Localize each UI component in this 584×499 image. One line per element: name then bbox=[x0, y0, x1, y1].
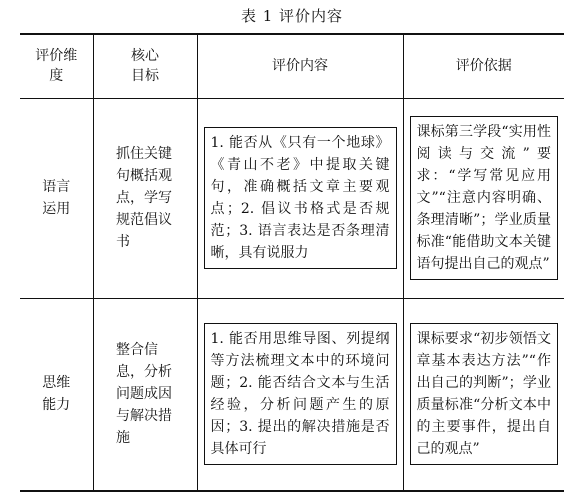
table-caption: 表 1 评价内容 bbox=[240, 7, 344, 25]
row2-dimension: 思维能力 bbox=[20, 298, 93, 491]
row2-goal: 整合信息，分析问题成因与解决措施 bbox=[93, 298, 197, 491]
row2-basis: 课标要求“初步领悟文章基本表达方法”“作出自己的判断”；学业质量标准“分析文本中的主要事件，提出自己的观点” bbox=[403, 298, 564, 491]
header-content: 评价内容 bbox=[197, 34, 403, 98]
row1-basis: 课标第三学段“实用性阅读与交流”要求：“学写常见应用文”“注意内容明确、条理清晰”；学业质量标准“能借助文本关键语句提出自己的观点” bbox=[403, 98, 564, 298]
header-row bbox=[20, 34, 564, 98]
header-basis: 评价依据 bbox=[403, 34, 564, 98]
header-goal: 核心目标 bbox=[93, 34, 197, 98]
evaluation-table bbox=[20, 33, 564, 492]
table-row bbox=[20, 98, 564, 298]
row1-content: 1. 能否从《只有一个地球》《青山不老》中提取关键句，准确概括文章主要观点；2. 倡议书格式是否规范；3. 语言表达是否条理清晰，具有说服力 bbox=[197, 98, 403, 298]
row1-goal: 抓住关键句概括观点，学写规范倡议书 bbox=[93, 98, 197, 298]
row2-content: 1. 能否用思维导图、列提纲等方法梳理文本中的环境问题；2. 能否结合文本与生活经验，分析问题产生的原因；3. 提出的解决措施是否具体可行 bbox=[197, 298, 403, 491]
table-row bbox=[20, 298, 564, 491]
header-dimension: 评价维度 bbox=[20, 34, 93, 98]
row1-dimension: 语言运用 bbox=[20, 98, 93, 298]
